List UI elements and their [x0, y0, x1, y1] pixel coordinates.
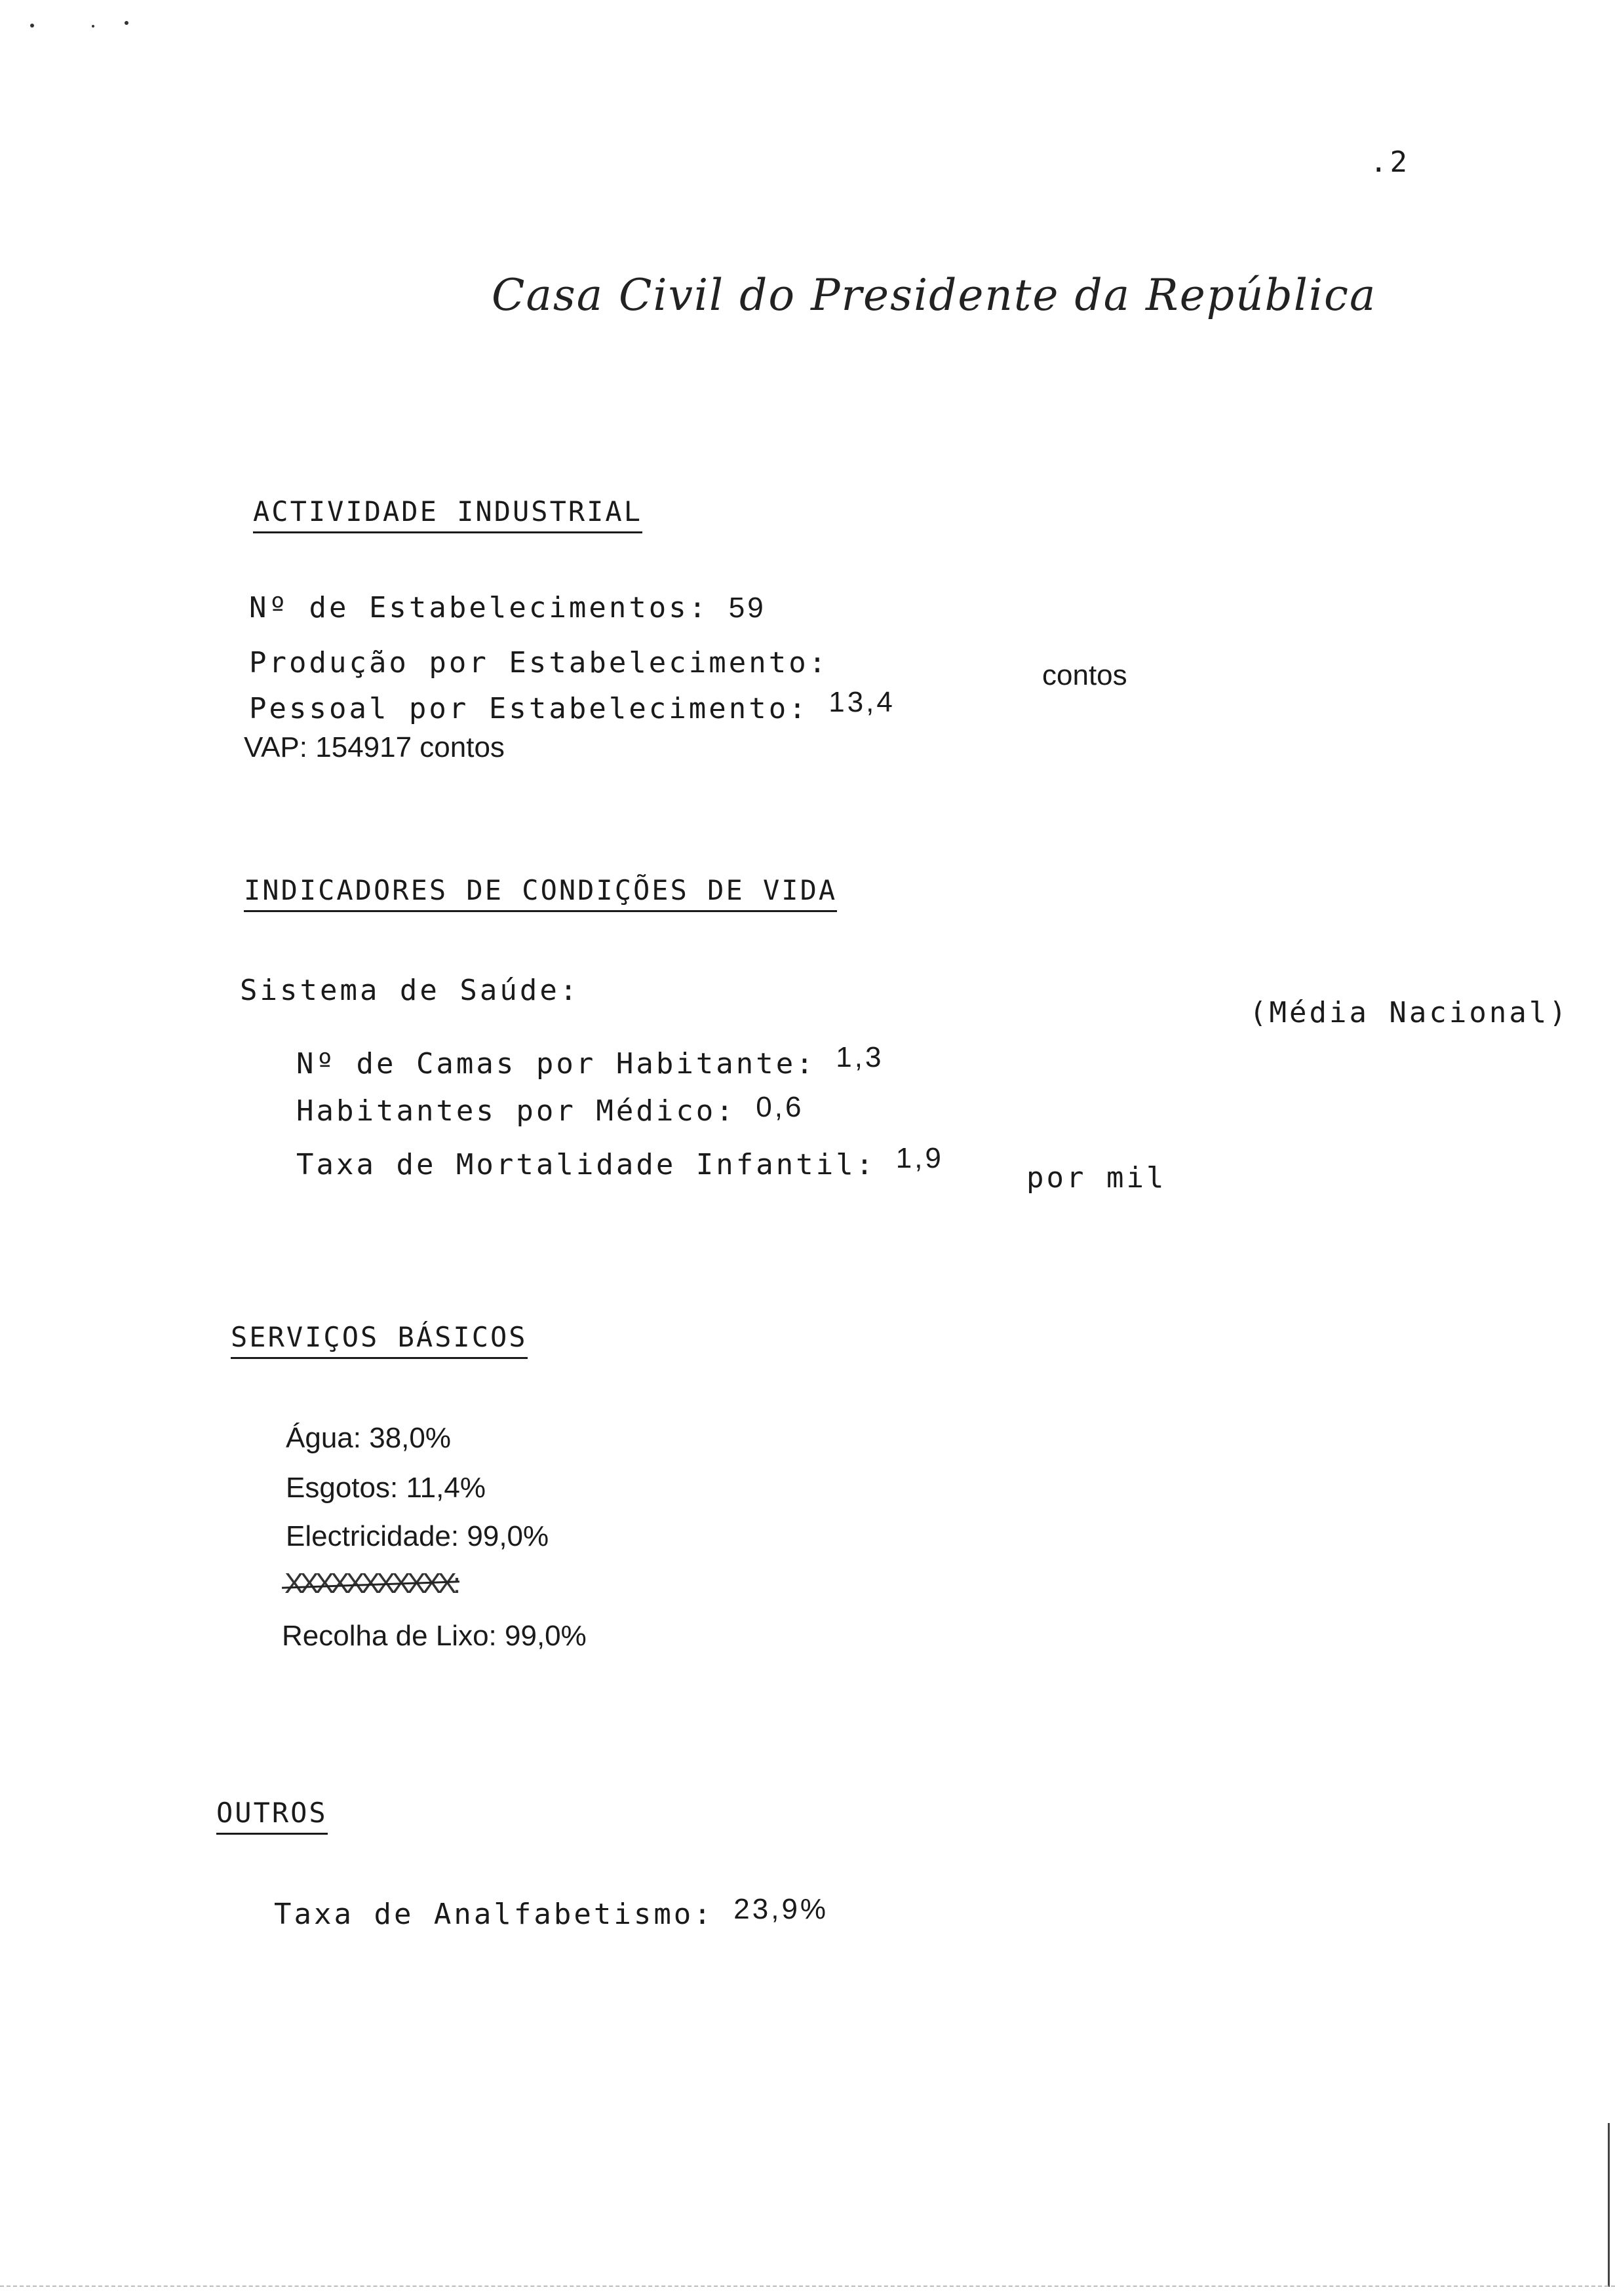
electricity-label: Electricidade:: [286, 1520, 459, 1552]
garbage-row: [282, 1620, 587, 1653]
mortality-label: Taxa de Mortalidade Infantil:: [296, 1148, 876, 1181]
sewage-label: Esgotos:: [286, 1472, 399, 1504]
water-row: [286, 1422, 451, 1455]
mortality-value: 1,9: [895, 1142, 944, 1174]
vap-row: [244, 731, 505, 764]
staff-row: [249, 686, 895, 725]
water-value: 38,0%: [369, 1422, 451, 1454]
staff-value: 13,4: [828, 686, 895, 718]
doctors-value: 0,6: [756, 1091, 804, 1123]
vap-label: VAP:: [244, 731, 308, 763]
production-unit: contos: [1042, 659, 1127, 691]
establishments-value: 59: [728, 592, 766, 624]
illiteracy-value: 23,9%: [733, 1893, 829, 1925]
doctors-row: [296, 1091, 804, 1128]
doctors-label: Habitantes por Médico:: [296, 1094, 736, 1128]
page-number: .2: [1370, 145, 1410, 179]
scan-speck: [92, 25, 94, 28]
mortality-unit: por mil: [1026, 1161, 1167, 1195]
production-row: [249, 646, 828, 679]
establishments-label: Nº de Estabelecimentos:: [249, 591, 709, 624]
services-heading: SERVIÇOS BÁSICOS: [231, 1321, 528, 1359]
beds-row: [296, 1041, 884, 1081]
illiteracy-label: Taxa de Analfabetismo:: [274, 1898, 714, 1931]
sewage-row: [286, 1472, 486, 1504]
mortality-row: [296, 1142, 944, 1181]
illiteracy-row: [274, 1893, 829, 1931]
establishments-row: [249, 591, 766, 624]
scan-speck: [125, 21, 128, 25]
vap-value: 154917 contos: [315, 731, 505, 763]
struck-out-text: XXXXXXXXXXX:: [284, 1567, 457, 1599]
struck-out-row: [284, 1567, 457, 1600]
scan-edge-line: [1608, 2123, 1610, 2287]
beds-value: 1,3: [836, 1041, 884, 1073]
beds-label: Nº de Camas por Habitante:: [296, 1047, 816, 1081]
national-average-label: (Média Nacional): [1249, 996, 1569, 1029]
staff-label: Pessoal por Estabelecimento:: [249, 692, 809, 725]
industrial-heading: ACTIVIDADE INDUSTRIAL: [253, 495, 642, 533]
scan-bottom-edge: [0, 2286, 1615, 2287]
production-label: Produção por Estabelecimento:: [249, 646, 829, 679]
letterhead: Casa Civil do Presidente da República: [492, 270, 1377, 320]
living-heading: INDICADORES DE CONDIÇÕES DE VIDA: [244, 874, 837, 912]
electricity-row: [286, 1520, 549, 1553]
health-label: Sistema de Saúde:: [240, 974, 580, 1007]
other-heading: OUTROS: [216, 1797, 328, 1835]
scan-speck: [30, 24, 34, 28]
water-label: Água:: [286, 1422, 361, 1454]
electricity-value: 99,0%: [467, 1520, 549, 1552]
garbage-value: 99,0%: [505, 1620, 587, 1652]
sewage-value: 11,4%: [406, 1472, 486, 1504]
garbage-label: Recolha de Lixo:: [282, 1620, 497, 1652]
